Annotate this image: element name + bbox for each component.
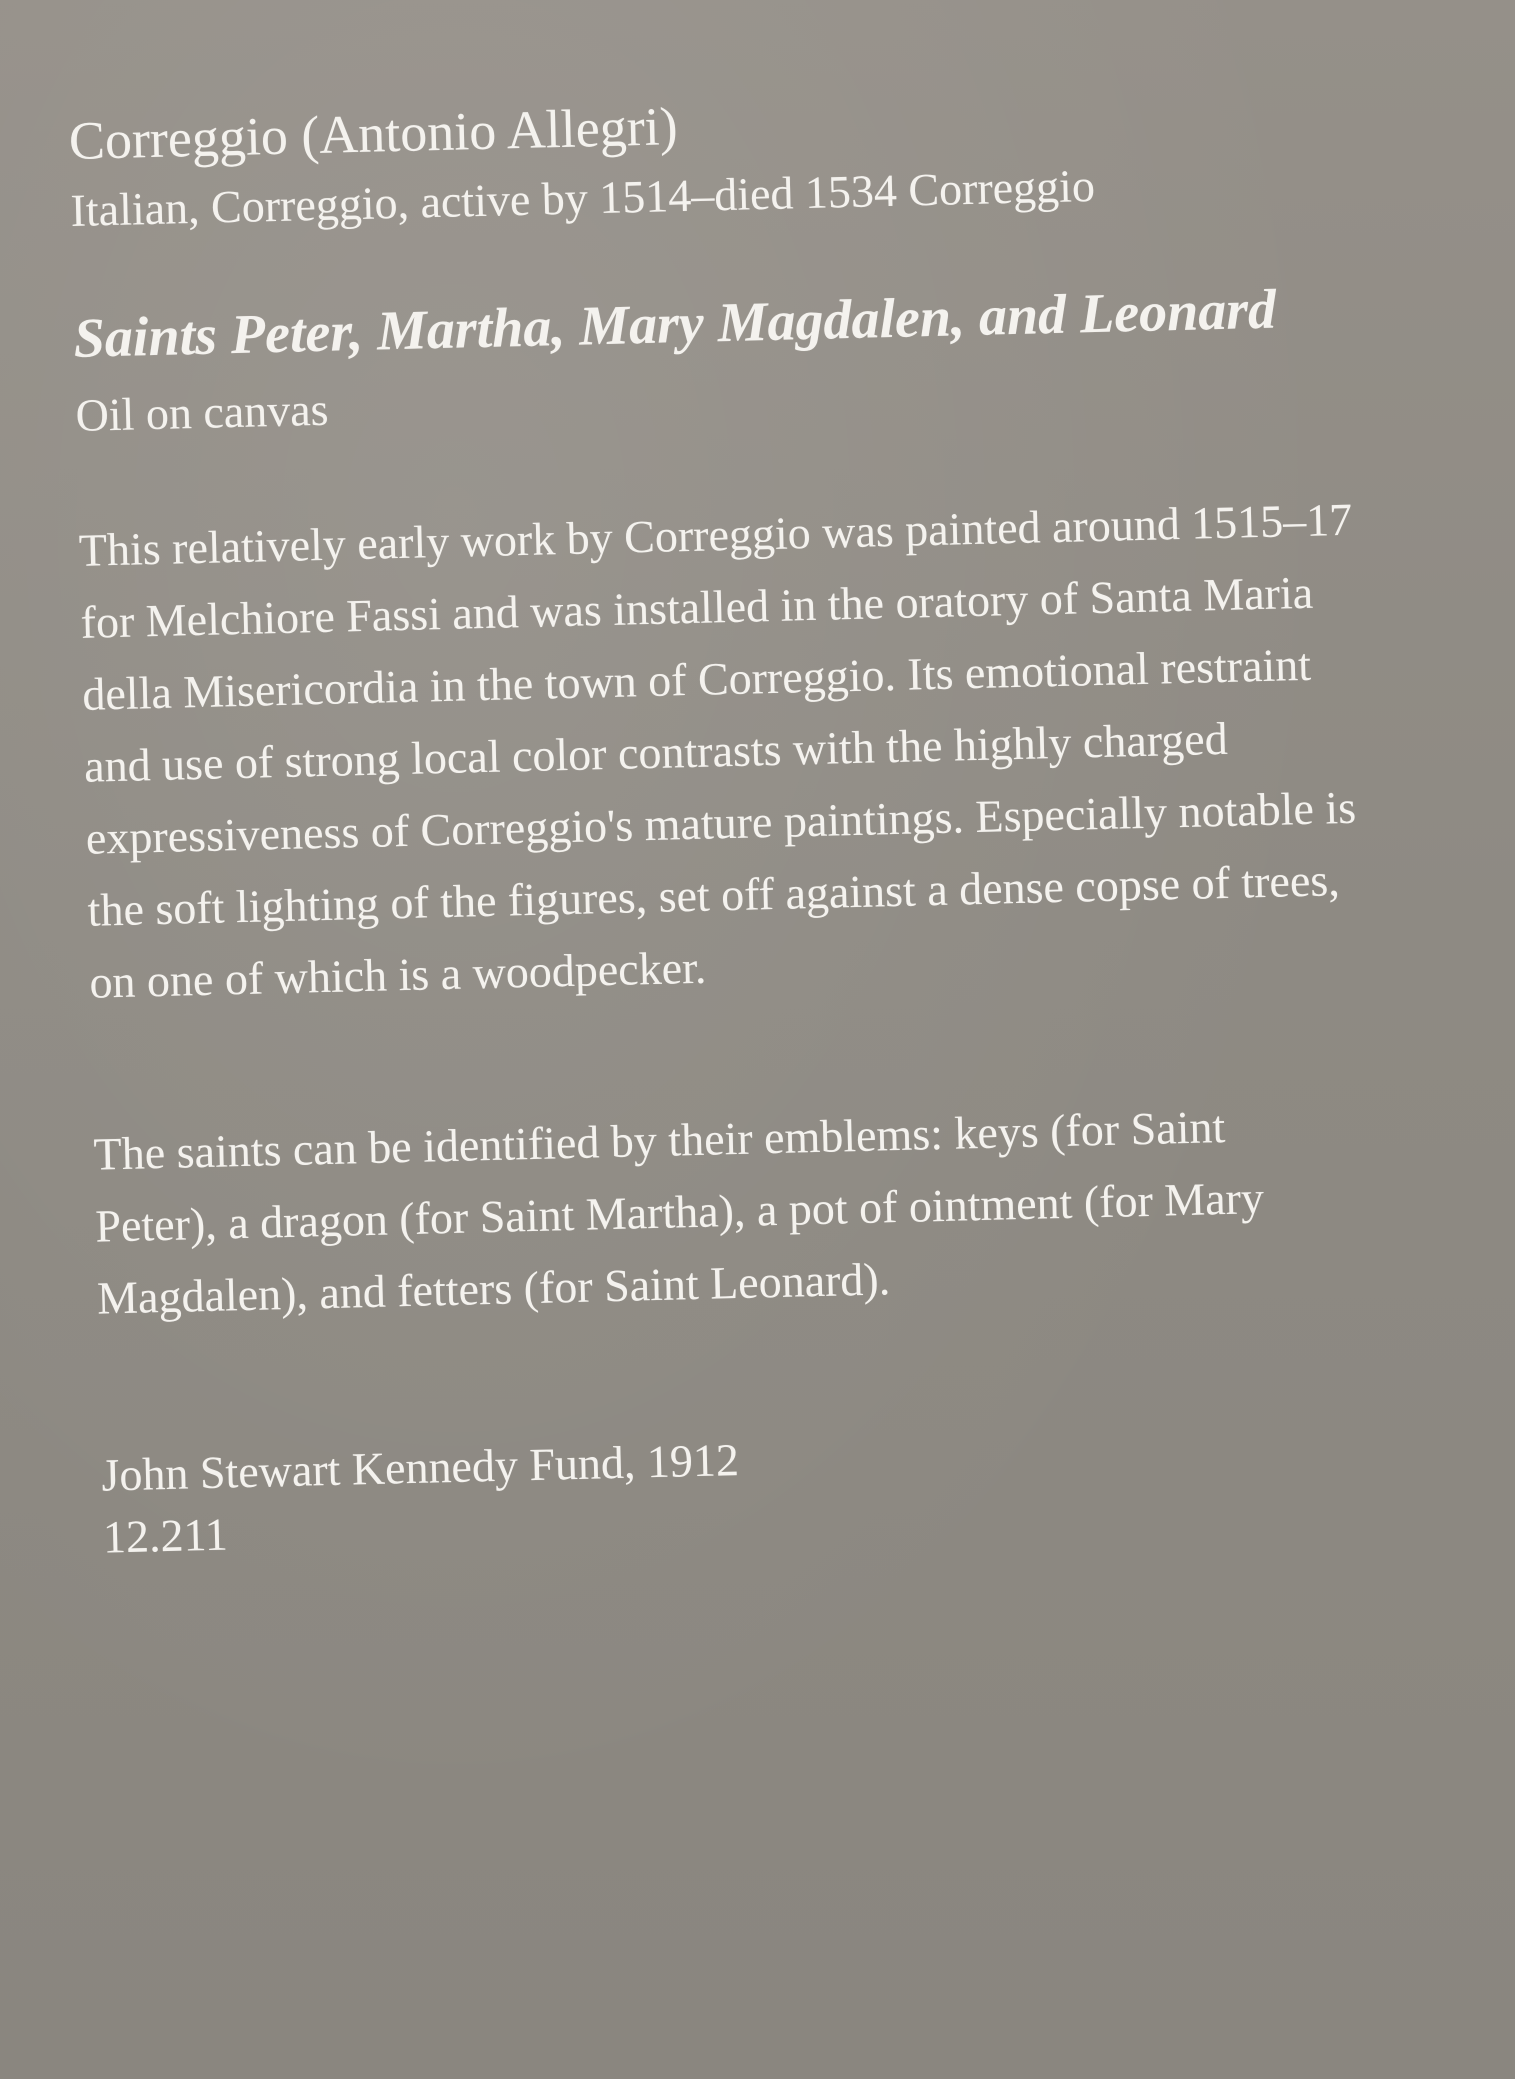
label-text-block (68, 73, 1423, 1569)
description-paragraph: This relatively early work by Correggio was painted around 1515–17 for Melchiore Fassi and was installed in the oratory of Santa Maria della Misericordia in the town of Correggio. Its emotional restraint and use of strong local color contrasts with the highly charged expressiveness of Correggio's mature paintings. Especially notable is the soft lighting of the figures, set off against a dense copse of trees, on one of which is a woodpecker. (78, 493, 1357, 1008)
artist-nationality: Italian, Correggio, active by 1514–died 1534 Correggio (69, 159, 1096, 236)
artist-name: Correggio (Antonio Allegri) (68, 96, 679, 171)
artwork-title: Saints Peter, Martha, Mary Magdalen, and Leonard (72, 278, 1277, 370)
artwork-medium: Oil on canvas (74, 383, 330, 441)
accession-number: 12.211 (102, 1508, 229, 1563)
description-paragraph-emblems: The saints can be identified by their emblems: keys (for Saint Peter), a dragon (for Saint Martha), a pot of ointment (for Mary Magdalen), and fetters (for Saint Leonard). (93, 1101, 1265, 1324)
credit-line: John Stewart Kennedy Fund, 1912 (100, 1434, 740, 1501)
